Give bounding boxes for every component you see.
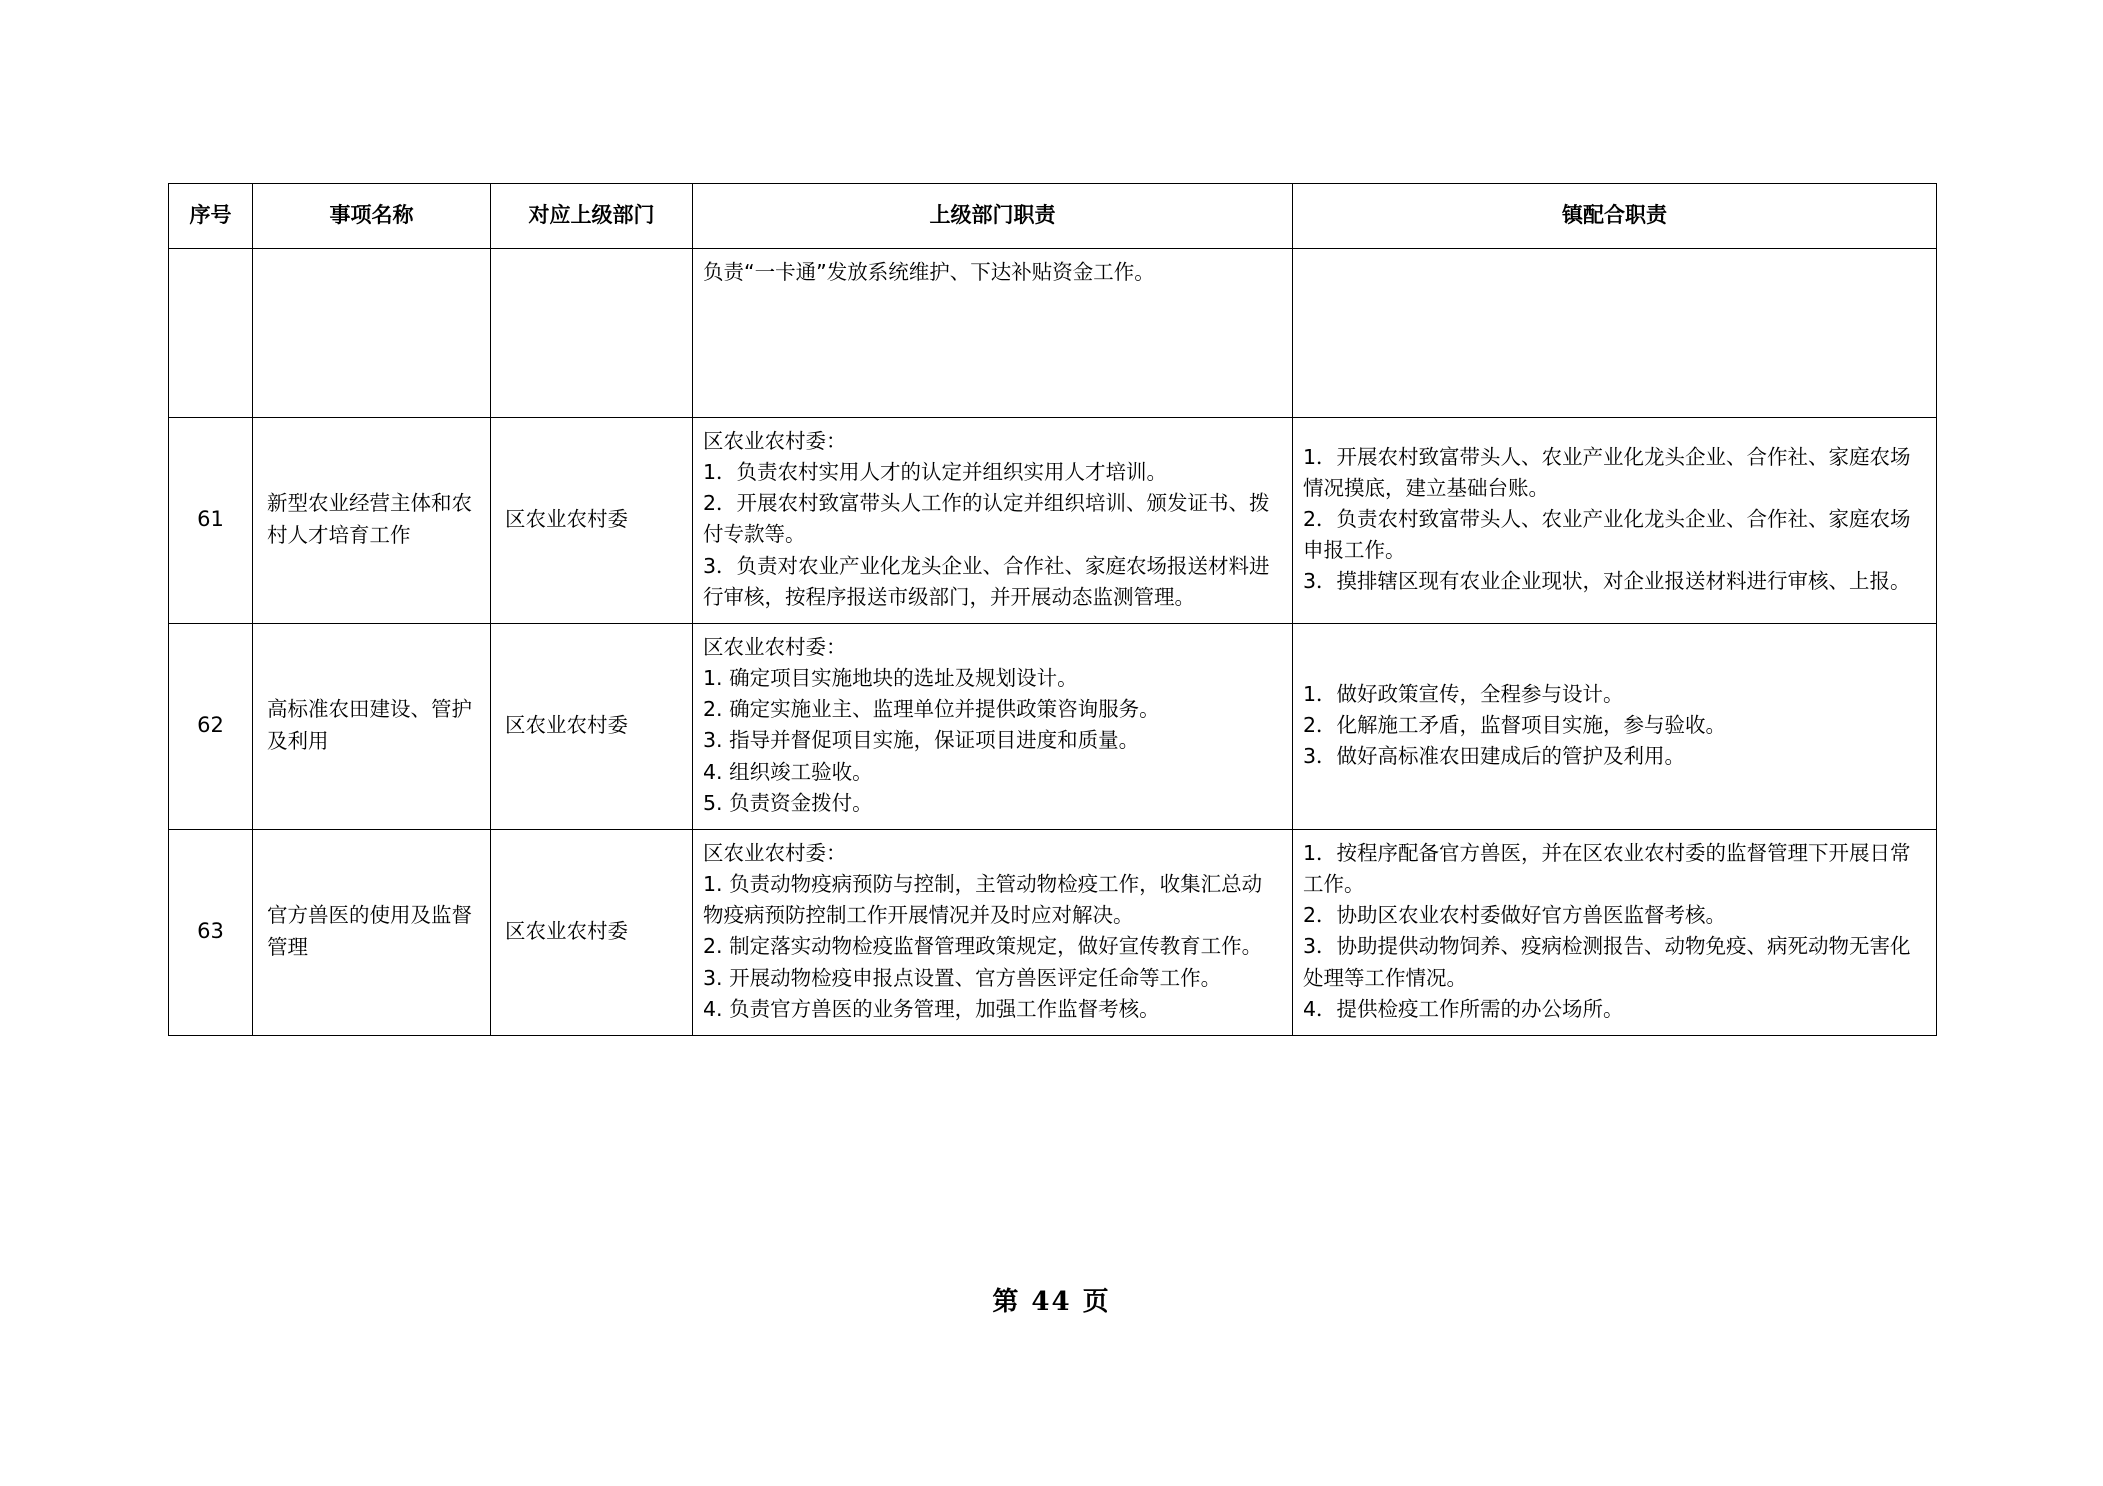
duty-line: 区农业农村委： bbox=[703, 634, 847, 659]
duty-line: 3．负责对农业产业化龙头企业、合作社、家庭农场报送材料进行审核，按程序报送市级部门，并开展动态监测管理。 bbox=[703, 553, 1270, 609]
town-duty-line: 1．做好政策宣传，全程参与设计。 bbox=[1303, 681, 1624, 706]
cell-upper-dept: 区农业农村委 bbox=[491, 829, 693, 1035]
cell-item-name: 新型农业经营主体和农村人才培育工作 bbox=[253, 418, 491, 624]
duty-line: 3. 开展动物检疫申报点设置、官方兽医评定任命等工作。 bbox=[703, 965, 1222, 990]
column-header-town-duty: 镇配合职责 bbox=[1293, 184, 1937, 249]
town-duty-line: 3．摸排辖区现有农业企业现状，对企业报送材料进行审核、上报。 bbox=[1303, 569, 1911, 594]
duty-line: 5. 负责资金拨付。 bbox=[703, 790, 873, 815]
cell-town-duty bbox=[1293, 829, 1937, 1035]
town-duty-line: 4．提供检疫工作所需的办公场所。 bbox=[1303, 996, 1624, 1021]
town-duty-line: 3．协助提供动物饲养、疫病检测报告、动物免疫、病死动物无害化处理等工作情况。 bbox=[1303, 934, 1911, 990]
cell-item-name bbox=[253, 249, 491, 418]
duty-line: 区农业农村委： bbox=[703, 840, 847, 865]
town-duty-line: 2．化解施工矛盾，监督项目实施，参与验收。 bbox=[1303, 712, 1727, 737]
cell-no bbox=[169, 249, 253, 418]
cell-upper-dept: 区农业农村委 bbox=[491, 623, 693, 829]
town-duty-line: 2．负责农村致富带头人、农业产业化龙头企业、合作社、家庭农场申报工作。 bbox=[1303, 506, 1911, 563]
table-header bbox=[169, 184, 1937, 249]
town-duty-line: 1．按程序配备官方兽医，并在区农业农村委的监督管理下开展日常工作。 bbox=[1303, 840, 1911, 897]
page-footer: 第 44 页 bbox=[992, 1287, 1111, 1317]
duty-line: 2．开展农村致富带头人工作的认定并组织培训、颁发证书、拨付专款等。 bbox=[703, 491, 1270, 547]
column-header-upper-dept: 对应上级部门 bbox=[491, 184, 693, 249]
duty-line: 4. 负责官方兽医的业务管理，加强工作监督考核。 bbox=[703, 996, 1160, 1021]
duty-line: 2. 确定实施业主、监理单位并提供政策咨询服务。 bbox=[703, 697, 1160, 722]
cell-town-duty bbox=[1293, 249, 1937, 418]
cell-town-duty bbox=[1293, 418, 1937, 624]
duty-line: 1. 确定项目实施地块的选址及规划设计。 bbox=[703, 666, 1078, 691]
responsibility-table bbox=[168, 183, 1937, 1036]
cell-upper-dept-duty bbox=[693, 249, 1293, 418]
duty-line: 1．负责农村实用人才的认定并组织实用人才培训。 bbox=[703, 460, 1168, 485]
cell-item-name: 高标准农田建设、管护及利用 bbox=[253, 623, 491, 829]
table-row bbox=[169, 829, 1937, 1035]
duty-line: 2. 制定落实动物检疫监督管理政策规定，做好宣传教育工作。 bbox=[703, 934, 1263, 959]
table-header-row bbox=[169, 184, 1937, 249]
cell-upper-dept bbox=[491, 249, 693, 418]
town-duty-line: 1．开展农村致富带头人、农业产业化龙头企业、合作社、家庭农场情况摸底，建立基础台账。 bbox=[1303, 444, 1911, 500]
cell-upper-dept-duty bbox=[693, 623, 1293, 829]
table-row bbox=[169, 623, 1937, 829]
town-duty-line: 3．做好高标准农田建成后的管护及利用。 bbox=[1303, 743, 1686, 768]
duty-line: 负责“一卡通”发放系统维护、下达补贴资金工作。 bbox=[703, 260, 1155, 284]
column-header-item-name: 事项名称 bbox=[253, 184, 491, 249]
table-row bbox=[169, 249, 1937, 418]
duty-line: 3. 指导并督促项目实施，保证项目进度和质量。 bbox=[703, 728, 1140, 753]
town-duty-line: 2．协助区农业农村委做好官方兽医监督考核。 bbox=[1303, 903, 1727, 928]
cell-item-name: 官方兽医的使用及监督管理 bbox=[253, 829, 491, 1035]
column-header-upper-dept-duty: 上级部门职责 bbox=[693, 184, 1293, 249]
duty-line: 1. 负责动物疫病预防与控制，主管动物检疫工作，收集汇总动物疫病预防控制工作开展情况并及时应对解决。 bbox=[703, 872, 1263, 928]
cell-town-duty bbox=[1293, 623, 1937, 829]
cell-no: 62 bbox=[169, 623, 253, 829]
cell-upper-dept-duty bbox=[693, 829, 1293, 1035]
cell-no: 61 bbox=[169, 418, 253, 624]
cell-upper-dept-duty bbox=[693, 418, 1293, 624]
duty-line: 区农业农村委： bbox=[703, 429, 847, 453]
table-body bbox=[169, 249, 1937, 1036]
cell-no: 63 bbox=[169, 829, 253, 1035]
duty-line: 4. 组织竣工验收。 bbox=[703, 759, 873, 784]
column-header-no: 序号 bbox=[169, 184, 253, 249]
table-row bbox=[169, 418, 1937, 624]
cell-upper-dept: 区农业农村委 bbox=[491, 418, 693, 624]
